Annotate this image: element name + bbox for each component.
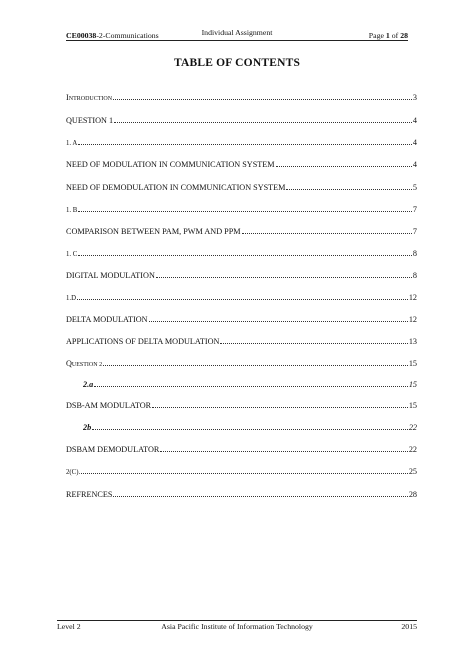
toc-entry-label: NEED OF DEMODULATION IN COMMUNICATION SYSTEM bbox=[66, 183, 286, 192]
toc-entry-page: 4 bbox=[412, 116, 417, 125]
toc-entry-initial: Q bbox=[66, 359, 72, 368]
toc-entry-page: 12 bbox=[408, 293, 417, 302]
toc-entry-label: DIGITAL MODULATION bbox=[66, 271, 155, 280]
header-rule bbox=[66, 40, 408, 41]
footer-institute: Asia Pacific Institute of Information Technology bbox=[161, 622, 313, 631]
footer-year: 2015 bbox=[401, 622, 417, 631]
page-prefix: Page bbox=[368, 31, 386, 40]
toc-entry[interactable] bbox=[83, 420, 417, 432]
toc-entry-rest: NTRODUCTION bbox=[68, 96, 113, 102]
toc-entry-page: 22 bbox=[408, 423, 417, 432]
toc-entry-page: 7 bbox=[412, 227, 417, 236]
toc-entry-label: 1. B bbox=[66, 207, 78, 214]
toc-entry-page: 4 bbox=[412, 138, 417, 147]
toc-entry-page: 5 bbox=[412, 183, 417, 192]
toc-dot-leader bbox=[77, 298, 408, 300]
toc-dot-leader bbox=[149, 320, 408, 322]
page-total: 28 bbox=[400, 31, 408, 40]
course-suffix: -2-Communications bbox=[96, 31, 159, 40]
toc-entry[interactable] bbox=[83, 377, 417, 389]
toc-entry-page: 15 bbox=[408, 380, 417, 389]
toc-entry-page: 3 bbox=[412, 93, 417, 102]
course-code: CE00038 bbox=[66, 31, 97, 40]
toc-entry[interactable] bbox=[66, 113, 417, 125]
toc-dot-leader bbox=[113, 495, 407, 497]
toc-entry-label: QUESTION 1 bbox=[66, 116, 114, 125]
toc-entry[interactable] bbox=[66, 90, 417, 102]
toc-entry-page: 22 bbox=[408, 445, 417, 454]
page-header bbox=[66, 28, 408, 40]
toc-entry-label: 2b bbox=[83, 423, 92, 432]
page-footer bbox=[57, 622, 417, 634]
toc-entry-initial: I bbox=[66, 93, 69, 102]
footer-rule bbox=[57, 620, 417, 621]
toc-entry[interactable] bbox=[66, 464, 417, 476]
toc-entry-label bbox=[66, 359, 102, 368]
toc-entry[interactable] bbox=[66, 487, 417, 499]
toc-dot-leader bbox=[78, 143, 412, 145]
toc-entry[interactable] bbox=[66, 180, 417, 192]
toc-entry-label: COMPARISON BETWEEN PAM, PWM AND PPM bbox=[66, 227, 241, 236]
toc-dot-leader bbox=[160, 450, 407, 452]
toc-dot-leader bbox=[81, 472, 408, 474]
toc-entry[interactable] bbox=[66, 224, 417, 236]
toc-entry[interactable] bbox=[66, 268, 417, 280]
toc-entry[interactable] bbox=[66, 246, 417, 258]
toc-entry-label: 1.D bbox=[66, 295, 77, 302]
toc-entry[interactable] bbox=[66, 290, 417, 302]
toc-entry-label: 1. C bbox=[66, 251, 78, 258]
toc-entry-page: 7 bbox=[412, 205, 417, 214]
toc-dot-leader bbox=[78, 254, 412, 256]
toc-entry-label: 2.a bbox=[83, 380, 94, 389]
toc-dot-leader bbox=[156, 276, 412, 278]
toc-dot-leader bbox=[78, 210, 412, 212]
toc-entry-page: 12 bbox=[408, 315, 417, 324]
toc-entry-label: REFRENCES bbox=[66, 490, 113, 499]
toc-entry-page: 8 bbox=[412, 271, 417, 280]
toc-dot-leader bbox=[242, 232, 412, 234]
toc-entry-page: 28 bbox=[408, 490, 417, 499]
toc-entry[interactable] bbox=[66, 157, 417, 169]
toc-entry-label: DSB-AM MODULATOR bbox=[66, 401, 152, 410]
toc-dot-leader bbox=[220, 342, 407, 344]
toc-entry-label: NEED OF MODULATION IN COMMUNICATION SYSTEM bbox=[66, 160, 275, 169]
toc-dot-leader bbox=[286, 188, 411, 190]
toc-entry-page: 25 bbox=[408, 467, 417, 476]
toc-entry[interactable] bbox=[66, 334, 417, 346]
toc-dot-leader bbox=[103, 364, 408, 366]
toc-entry-page: 15 bbox=[408, 401, 417, 410]
toc-entry-label: DELTA MODULATION bbox=[66, 315, 148, 324]
toc-entry[interactable] bbox=[66, 442, 417, 454]
toc-entry-page: 15 bbox=[408, 359, 417, 368]
toc-entry-label bbox=[66, 93, 112, 102]
toc-entry[interactable] bbox=[66, 202, 417, 214]
header-assignment: Individual Assignment bbox=[201, 28, 273, 37]
toc-dot-leader bbox=[92, 428, 408, 430]
page-title: TABLE OF CONTENTS bbox=[173, 57, 301, 69]
toc-dot-leader bbox=[114, 121, 412, 123]
toc-entry-page: 8 bbox=[412, 249, 417, 258]
toc-entry-page: 13 bbox=[408, 337, 417, 346]
toc-entry[interactable] bbox=[66, 356, 417, 368]
toc-entry[interactable] bbox=[66, 312, 417, 324]
toc-entry[interactable] bbox=[66, 398, 417, 410]
footer-level: Level 2 bbox=[57, 622, 81, 631]
toc-entry[interactable] bbox=[66, 135, 417, 147]
toc-dot-leader bbox=[94, 385, 408, 387]
toc-dot-leader bbox=[276, 165, 412, 167]
page-current: 1 bbox=[385, 31, 390, 40]
toc-entry-label: 1. A bbox=[66, 140, 78, 147]
toc-entry-page: 4 bbox=[412, 160, 417, 169]
toc-entry-label: 2(C). bbox=[66, 469, 81, 476]
toc-entry-rest: UESTION 2 bbox=[71, 362, 103, 368]
toc-entry-label: APPLICATIONS OF DELTA MODULATION bbox=[66, 337, 220, 346]
toc-dot-leader bbox=[152, 406, 408, 408]
toc-dot-leader bbox=[113, 98, 412, 100]
toc-entry-label: DSBAM DEMODULATOR bbox=[66, 445, 160, 454]
page-of: of bbox=[389, 31, 401, 40]
